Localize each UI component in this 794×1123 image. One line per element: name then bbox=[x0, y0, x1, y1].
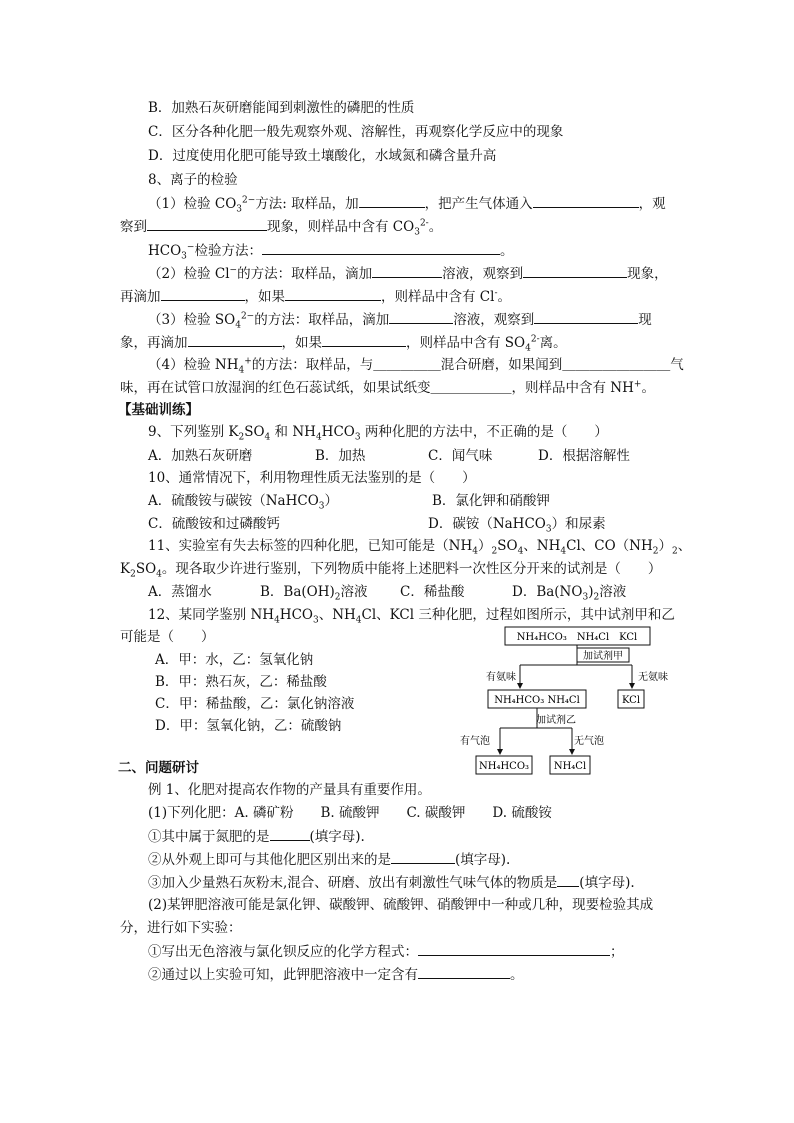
option-b-text: B．加熟石灰研磨能闻到刺激性的磷肥的性质 bbox=[148, 100, 415, 116]
flow-out-left-label: NH₄HCO₃ bbox=[478, 761, 530, 772]
flow-out-right-label: NH₄Cl bbox=[553, 761, 587, 772]
blank[interactable] bbox=[391, 849, 455, 864]
blank[interactable] bbox=[533, 193, 639, 208]
section-2-heading: 二、问题研讨 bbox=[118, 760, 199, 776]
blank[interactable] bbox=[389, 309, 453, 324]
blank[interactable] bbox=[557, 872, 579, 887]
question-11: 11、实验室有失去标签的四种化肥，已知可能是$(NH_4)_2SO_4$、$NH_4Cl$、$CO(NH_2)_2$、 bbox=[148, 538, 692, 557]
nh4-test-line: （4）检验 $NH_4^+$的方法：取样品，与＿＿＿＿＿混合研磨，如果闻到＿＿＿＿＿＿＿＿气 bbox=[148, 356, 684, 376]
q10-option-d[interactable]: D．碳铵（NaHCO$_3$）和尿素 bbox=[428, 516, 606, 535]
flow-left1-label: 有氨味 bbox=[486, 672, 516, 683]
q10-option-b[interactable]: B．氯化钾和硝酸钾 bbox=[432, 493, 550, 509]
blank[interactable] bbox=[161, 286, 245, 301]
so4-test-line: （3）检验 $SO_4^{2-}$的方法：取样品，滴加 溶液，观察到 现 bbox=[148, 309, 652, 330]
q11-option-d[interactable]: D．$Ba(NO_3)_2$溶液 bbox=[512, 584, 627, 603]
blank[interactable] bbox=[534, 309, 638, 324]
question-12-cont: 可能是（ ） bbox=[120, 629, 215, 645]
blank[interactable] bbox=[523, 263, 627, 278]
question-9: 9、下列鉴别 $K_2SO_4$ 和 $NH_4HCO_3$ 两种化肥的方法中，不正确的是（ ） bbox=[148, 424, 608, 443]
flow-mid-box-label: NH₄HCO₃ NH₄Cl bbox=[494, 695, 580, 706]
q12-option-a[interactable]: A．甲：水，乙：氢氧化钠 bbox=[155, 652, 314, 668]
blank[interactable] bbox=[418, 964, 510, 979]
q12-option-d[interactable]: D．甲：氢氧化钠，乙：硫酸钠 bbox=[155, 718, 342, 734]
question-10: 10、通常情况下，利用物理性质无法鉴别的是（ ） bbox=[148, 470, 476, 486]
flow-right2-label: 无气泡 bbox=[574, 736, 604, 747]
example-1-q2-cont: 分，进行如下实验： bbox=[120, 920, 242, 936]
example-1-q2-1: ①写出无色溶液与氯化钡反应的化学方程式： ； bbox=[148, 941, 624, 962]
nh4-test-line-2: 味，再在试管口放湿润的红色石蕊试纸，如果试纸变＿＿＿＿＿＿，则样品中含有 NH+。 bbox=[120, 379, 655, 396]
basic-training-heading: 【基础训练】 bbox=[118, 402, 199, 418]
blank[interactable] bbox=[188, 332, 282, 347]
option-d-text: D．过度使用化肥可能导致土壤酸化，水域氮和磷含量升高 bbox=[148, 148, 497, 164]
q12-option-c[interactable]: C．甲：稀盐酸，乙：氯化钠溶液 bbox=[155, 696, 355, 712]
q11-option-c[interactable]: C．稀盐酸 bbox=[400, 584, 465, 600]
example-1-q1c: ③加入少量熟石灰粉末,混合、研磨、放出有刺激性气味气体的物质是 (填字母). bbox=[148, 872, 635, 893]
so4-test-line-2: 象，再滴加 ，如果 ，则样品中含有 $SO_4^{2-}$离。 bbox=[120, 332, 567, 353]
blank[interactable] bbox=[285, 286, 381, 301]
q10-option-a[interactable]: A．硫酸铵与碳铵（NaHCO$_3$） bbox=[148, 493, 339, 512]
flow-top-box-label: NH₄HCO₃ NH₄Cl KCl bbox=[516, 632, 638, 643]
example-1-title: 例 1、化肥对提高农作物的产量具有重要作用。 bbox=[148, 782, 431, 798]
blank[interactable] bbox=[270, 826, 310, 841]
flow-step1-label: 加试剂甲 bbox=[583, 651, 623, 662]
flow-step2-label: 加试剂乙 bbox=[536, 715, 576, 726]
example-1-q1a: ①其中属于氮肥的是 (填字母). bbox=[148, 826, 365, 847]
blank[interactable] bbox=[262, 240, 500, 255]
example-1-q2-2: ②通过以上实验可知，此钾肥溶液中一定含有 。 bbox=[148, 964, 524, 985]
q11-option-b[interactable]: B．$Ba(OH)_2$溶液 bbox=[260, 584, 368, 603]
flow-left2-label: 有气泡 bbox=[460, 736, 490, 747]
section-8-title: 8、离子的检验 bbox=[148, 172, 238, 188]
blank[interactable] bbox=[322, 332, 406, 347]
example-1-q2: (2)某钾肥溶液可能是氯化钾、碳酸钾、硫酸钾、硝酸钾中一种或几种，现要检验其成 bbox=[148, 897, 654, 913]
q12-option-b[interactable]: B．甲：熟石灰，乙：稀盐酸 bbox=[155, 674, 327, 690]
question-12: 12、某同学鉴别 $NH_4HCO_3$、$NH_4Cl$、KCl 三种化肥，过程如图所示，其中试剂甲和乙 bbox=[148, 607, 675, 626]
cl-test-line: （2）检验 Cl−的方法：取样品，滴加 溶液，观察到 现象， bbox=[148, 263, 668, 284]
identification-flowchart bbox=[460, 620, 668, 780]
q9-option-c[interactable]: C．闻气味 bbox=[428, 448, 493, 464]
flow-kcl-label: KCl bbox=[621, 695, 641, 706]
q11-option-a[interactable]: A．蒸馏水 bbox=[148, 584, 212, 600]
option-c-text: C．区分各种化肥一般先观察外观、溶解性，再观察化学反应中的现象 bbox=[148, 124, 564, 140]
q9-option-d[interactable]: D．根据溶解性 bbox=[538, 448, 630, 464]
q9-option-b[interactable]: B．加热 bbox=[315, 448, 366, 464]
co3-test-line: （1）检验 $CO_3^{2-}$方法: 取样品，加 ，把产生气体通入 ，观 bbox=[148, 193, 666, 214]
blank[interactable] bbox=[418, 941, 610, 956]
example-1-q1b: ②从外观上即可与其他化肥区别出来的是 (填字母). bbox=[148, 849, 510, 870]
q9-option-a[interactable]: A．加熟石灰研磨 bbox=[148, 448, 253, 464]
blank[interactable] bbox=[359, 193, 425, 208]
flow-right1-label: 无氨味 bbox=[638, 672, 668, 683]
blank[interactable] bbox=[147, 216, 267, 231]
hco3-test-line: $HCO_3^-$检验方法： 。 bbox=[148, 240, 513, 261]
example-1-q1: (1)下列化肥：A. 磷矿粉 B. 硫酸钾 C. 碳酸钾 D. 硫酸铵 bbox=[148, 805, 552, 821]
blank[interactable] bbox=[372, 263, 442, 278]
question-11-cont: $K_2SO_4$。现各取少许进行鉴别，下列物质中能将上述肥料一次性区分开来的试剂是（ ） bbox=[120, 561, 662, 580]
cl-test-line-2: 再滴加 ，如果 ，则样品中含有 Cl-。 bbox=[120, 286, 511, 307]
co3-test-line-2: 察到 现象，则样品中含有 $CO_3^{2-}$。 bbox=[120, 216, 442, 237]
q10-option-c[interactable]: C．硫酸铵和过磷酸钙 bbox=[148, 516, 280, 532]
